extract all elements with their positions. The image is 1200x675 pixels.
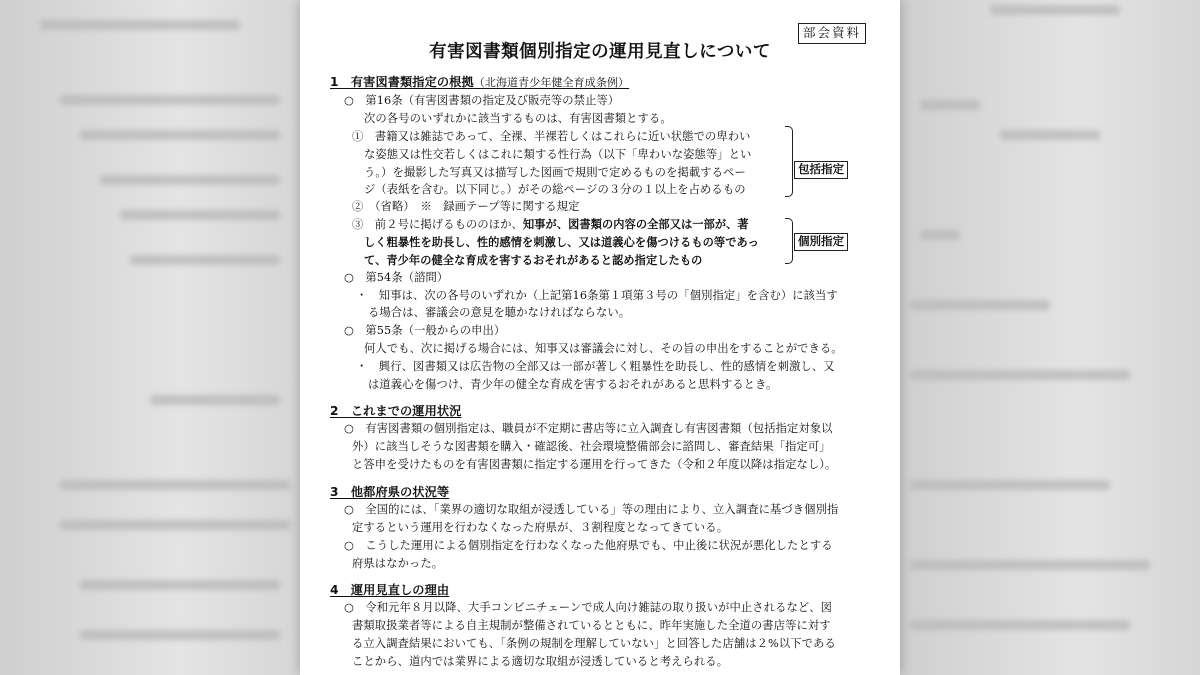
blurred-text — [120, 210, 280, 220]
article-55-line-2: ・ 興行、図書類又は広告物の全部又は一部が著しく粗暴性を助長し、性的感情を刺激し、又 — [356, 360, 835, 373]
blurred-background-right — [900, 0, 1200, 675]
section-3-heading: 3 他都府県の状況等 — [330, 485, 450, 499]
blurred-text — [130, 255, 280, 265]
blurred-text — [60, 520, 290, 530]
blurred-text — [920, 100, 980, 110]
section-3-line-4: 府県はなかった。 — [352, 557, 444, 570]
article-54-line-1: ・ 知事は、次の各号のいずれか（上記第16条第１項第３号の「個別指定」を含む）に該当す — [356, 289, 838, 302]
section-4-line-2: 書類取扱業者等による自主規制が整備されているとともに、昨年実施した全道の書店等に対す — [352, 619, 831, 632]
blurred-text — [60, 480, 290, 490]
item-1-line-2: な姿態又は性交若しくはこれに類する性行為（以下「卑わいな姿態等」とい — [364, 148, 752, 161]
article-16-title: ○ 第16条（有害図書類の指定及び販売等の禁止等） — [344, 94, 620, 107]
item-1-line-1: ① 書籍又は雑誌であって、全裸、半裸若しくはこれらに近い状態での卑わい — [352, 130, 751, 143]
section-3-line-3: ○ こうした運用による個別指定を行わなくなった他府県でも、中止後に状況が悪化したとする — [344, 539, 833, 552]
section-4-heading: 4 運用見直しの理由 — [330, 583, 450, 597]
inclusive-designation-tag: 包括指定 — [794, 161, 848, 179]
blurred-text — [40, 20, 240, 30]
document-badge: 部会資料 — [798, 23, 866, 44]
item-3-line-1-bold: 知事が、図書類の内容の全部又は一部が、著 — [522, 218, 749, 231]
blurred-text — [60, 95, 280, 105]
blurred-text — [80, 580, 280, 590]
blurred-text — [910, 300, 1050, 310]
item-1-line-3: う。）を撮影した写真又は描写した図画で規則で定めるものを掲載するペー — [364, 166, 746, 179]
inclusive-bracket — [785, 126, 793, 197]
article-55-line-1: 何人でも、次に掲げる場合には、知事又は審議会に対し、その旨の申出をすることができる。 — [364, 342, 843, 355]
item-3-line-1-text: ③ 前２号に掲げるもののほか、 — [352, 218, 523, 231]
section-4-line-1: ○ 令和元年８月以降、大手コンビニチェーンで成人向け雑誌の取り扱いが中止されるなど、図 — [344, 601, 833, 614]
section-1-heading-text: 1 有害図書類指定の根拠 — [330, 75, 474, 89]
blurred-text — [1000, 130, 1100, 140]
blurred-text — [910, 560, 1150, 570]
section-3-line-1: ○ 全国的には、「業界の適切な取組が浸透している」等の理由により、立入調査に基づき個別指 — [344, 503, 839, 516]
blurred-text — [910, 620, 1130, 630]
section-1-heading — [330, 74, 629, 91]
individual-designation-tag: 個別指定 — [794, 233, 848, 251]
document-page — [300, 0, 900, 675]
section-4-line-3: る立入調査結果においても、「条例の規制を理解していない」と回答した店舗は２%以下である — [352, 637, 836, 650]
blurred-text — [150, 395, 280, 405]
article-16-intro: 次の各号のいずれかに該当するものは、有害図書類とする。 — [364, 112, 672, 125]
article-54-title: ○ 第54条（諮問） — [344, 271, 449, 284]
section-2-line-3: と答申を受けたものを有害図書類に指定する運用を行ってきた（令和２年度以降は指定なし）。 — [352, 458, 837, 471]
section-3-line-2: 定するという運用を行わなくなった府県が、３割程度となってきている。 — [352, 521, 729, 534]
blurred-text — [100, 175, 280, 185]
section-1-heading-sub: （北海道青少年健全育成条例） — [473, 76, 630, 89]
item-3-line-1 — [352, 217, 749, 233]
item-2: ② （省略） ※ 録画テープ等に関する規定 — [352, 200, 580, 213]
section-4-line-4: ことから、道内では業界による適切な取組が浸透していると考えられる。 — [352, 655, 729, 668]
blurred-text — [80, 630, 280, 640]
section-2-line-2: 外）に該当しそうな図書類を購入・確認後、社会環境整備部会に諮問し、審査結果「指定可」 — [352, 440, 831, 453]
item-3-line-2: しく粗暴性を助長し、性的感情を刺激し、又は道義心を傷つけるもの等であっ — [364, 236, 759, 249]
blurred-text — [990, 5, 1120, 15]
article-54-line-2: る場合は、審議会の意見を聴かなければならない。 — [368, 306, 631, 319]
blurred-background-left — [0, 0, 300, 675]
blurred-text — [920, 230, 960, 240]
blurred-text — [910, 370, 1130, 380]
item-3-line-3: て、青少年の健全な育成を害するおそれがあると認め指定したもの — [364, 254, 703, 267]
item-1-line-4: ジ（表紙を含む。以下同じ。）がその総ページの３分の１以上を占めるもの — [364, 183, 746, 196]
article-55-title: ○ 第55条（一般からの申出） — [344, 324, 506, 337]
blurred-text — [910, 480, 1110, 490]
section-2-line-1: ○ 有害図書類の個別指定は、職員が不定期に書店等に立入調査し有害図書類（包括指定対象以 — [344, 422, 833, 435]
document-title: 有害図書類個別指定の運用見直しについて — [429, 42, 771, 62]
individual-bracket — [785, 218, 793, 264]
blurred-text — [80, 130, 280, 140]
article-55-line-3: は道義心を傷つけ、青少年の健全な育成を害するおそれがあると思料するとき。 — [368, 378, 778, 391]
section-2-heading: 2 これまでの運用状況 — [330, 404, 462, 418]
